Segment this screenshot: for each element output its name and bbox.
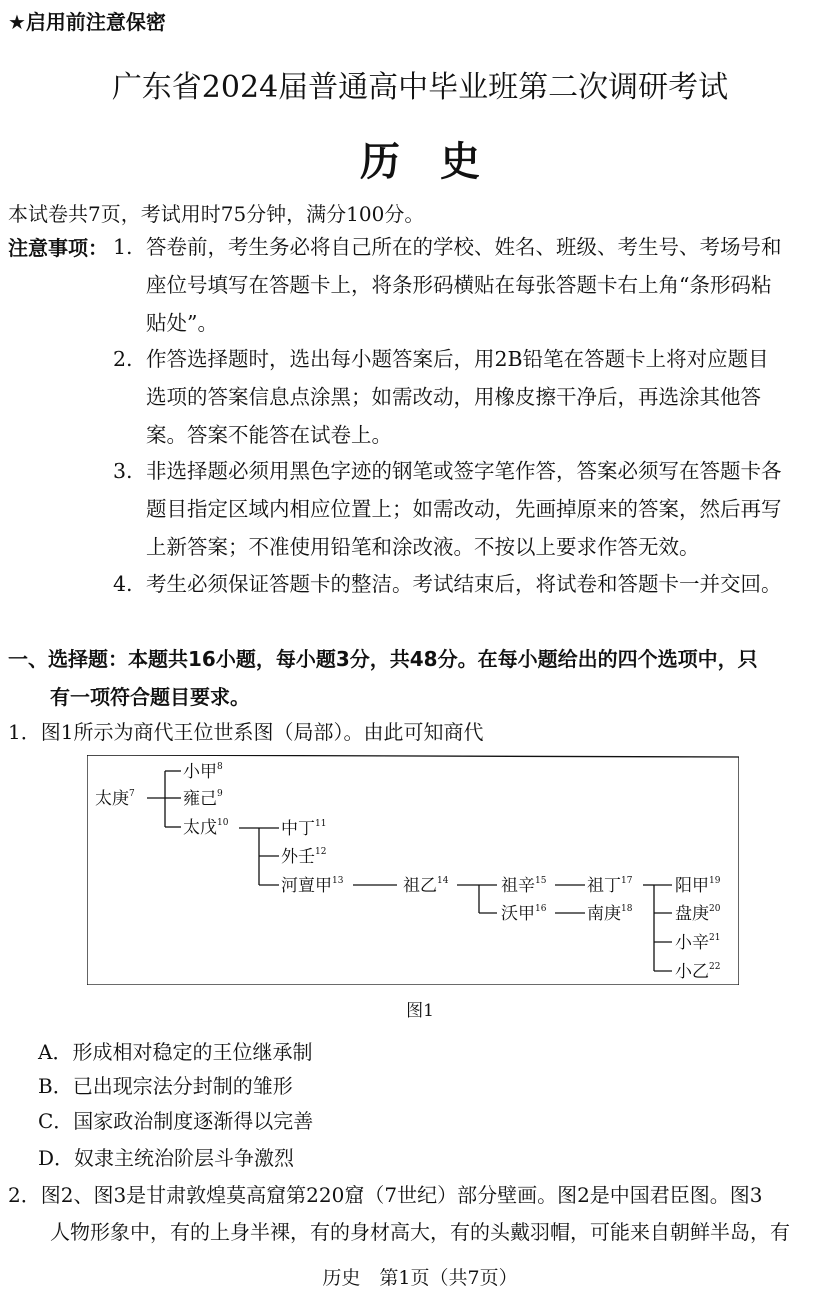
tree-node-number: 20 bbox=[709, 904, 721, 914]
tree-node-number: 14 bbox=[437, 876, 449, 886]
tree-node-number: 15 bbox=[535, 876, 547, 886]
tree-node-16: 小乙$^{22}$ bbox=[675, 962, 721, 982]
section-heading-line: 一、选择题：本题共16小题，每小题3分，共48分。在每小题给出的四个选项中，只 bbox=[8, 647, 758, 671]
tree-node-11: 祖丁$^{17}$ bbox=[587, 876, 633, 896]
tree-node-15: 小辛$^{21}$ bbox=[675, 933, 721, 953]
tree-node-2: 小甲$^8$ bbox=[183, 762, 223, 782]
exam-intro: 本试卷共7页，考试用时75分钟，满分100分。 bbox=[8, 202, 425, 226]
tree-node-10: 沃甲$^{16}$ bbox=[501, 904, 547, 924]
figure-1-caption: 图1 bbox=[406, 1001, 434, 1021]
option-a: A．形成相对稳定的王位继承制 bbox=[38, 1040, 313, 1064]
tree-node-1: 太庚$^7$ bbox=[95, 789, 135, 809]
tree-node-3: 雍己$^9$ bbox=[183, 789, 223, 809]
notice-item-4 bbox=[113, 565, 825, 603]
tree-node-number: 21 bbox=[709, 933, 721, 943]
tree-node-7: 河亶甲$^{13}$ bbox=[281, 876, 344, 896]
notice-line: 作答选择题时，选出每小题答案后，用2B铅笔在答题卡上将对应题目 bbox=[146, 347, 769, 371]
tree-node-9: 祖辛$^{15}$ bbox=[501, 876, 547, 896]
tree-node-number: 19 bbox=[709, 876, 721, 886]
notice-line: 贴处”。 bbox=[146, 311, 218, 335]
question-2-line-2: 人物形象中，有的上身半裸，有的身材高大，有的头戴羽帽，可能来自朝鲜半岛，有 bbox=[50, 1220, 790, 1244]
option-c: C．国家政治制度逐渐得以完善 bbox=[38, 1109, 314, 1133]
tree-node-4: 太戊$^{10}$ bbox=[183, 818, 229, 838]
tree-node-13: 阳甲$^{19}$ bbox=[675, 876, 721, 896]
tree-node-5: 中丁$^{11}$ bbox=[281, 819, 327, 839]
notice-item-number: 4. bbox=[113, 572, 133, 596]
tree-node-14: 盘庚$^{20}$ bbox=[675, 904, 721, 924]
tree-node-number: 16 bbox=[535, 904, 547, 914]
tree-node-number: 11 bbox=[315, 819, 327, 829]
notice-line: 案。答案不能答在试卷上。 bbox=[146, 423, 392, 447]
option-b: B．已出现宗法分封制的雏形 bbox=[38, 1074, 293, 1098]
tree-node-number: 9 bbox=[217, 789, 223, 799]
section-heading-line: 有一项符合题目要求。 bbox=[50, 685, 250, 709]
tree-node-8: 祖乙$^{14}$ bbox=[403, 876, 449, 896]
notice-line: 题目指定区域内相应位置上；如需改动，先画掉原来的答案，然后再写 bbox=[146, 497, 782, 521]
tree-node-number: 7 bbox=[129, 789, 135, 799]
tree-node-6: 外壬$^{12}$ bbox=[281, 847, 327, 867]
option-d: D．奴隶主统治阶层斗争激烈 bbox=[38, 1146, 295, 1170]
page-footer: 历史 第1页（共7页） bbox=[322, 1267, 518, 1289]
notice-item-number: 3. bbox=[113, 459, 133, 483]
tree-node-number: 13 bbox=[332, 876, 344, 886]
notice-line: 答卷前，考生务必将自己所在的学校、姓名、班级、考生号、考场号和 bbox=[146, 235, 782, 259]
question-2-line-1: 2．图2、图3是甘肃敦煌莫高窟第220窟（7世纪）部分壁画。图2是中国君臣图。图3 bbox=[8, 1183, 763, 1207]
tree-node-number: 18 bbox=[621, 904, 633, 914]
tree-node-number: 8 bbox=[217, 762, 223, 772]
notice-line: 座位号填写在答题卡上，将条形码横贴在每张答题卡右上角“条形码粘 bbox=[146, 273, 772, 297]
notice-item-number: 1. bbox=[113, 235, 133, 259]
notice-line: 考生必须保证答题卡的整洁。考试结束后，将试卷和答题卡一并交回。 bbox=[146, 572, 782, 596]
tree-node-number: 22 bbox=[709, 962, 721, 972]
notice-item-number: 2. bbox=[113, 347, 133, 371]
question-1-stem: 1．图1所示为商代王位世系图（局部）。由此可知商代 bbox=[8, 720, 484, 744]
tree-node-12: 南庚$^{18}$ bbox=[587, 904, 633, 924]
lineage-tree-figure bbox=[87, 755, 739, 985]
notice-label: 注意事项： bbox=[8, 236, 108, 260]
notice-item-3 bbox=[113, 452, 825, 566]
exam-title: 广东省2024届普通高中毕业班第二次调研考试 bbox=[111, 70, 729, 105]
notice-item-2 bbox=[113, 340, 825, 454]
confidential-mark: ★启用前注意保密 bbox=[8, 10, 166, 34]
section-heading bbox=[8, 640, 828, 716]
notice-line: 非选择题必须用黑色字迹的钢笔或签字笔作答，答案必须写在答题卡各 bbox=[146, 459, 782, 483]
notice-line: 上新答案；不准使用铅笔和涂改液。不按以上要求作答无效。 bbox=[146, 535, 700, 559]
tree-node-number: 10 bbox=[217, 818, 229, 828]
tree-node-number: 12 bbox=[315, 847, 327, 857]
notice-line: 选项的答案信息点涂黑；如需改动，用橡皮擦干净后，再选涂其他答 bbox=[146, 385, 761, 409]
notice-item-1 bbox=[113, 228, 825, 342]
subject-title: 历史 bbox=[360, 138, 520, 185]
tree-node-number: 17 bbox=[621, 876, 633, 886]
